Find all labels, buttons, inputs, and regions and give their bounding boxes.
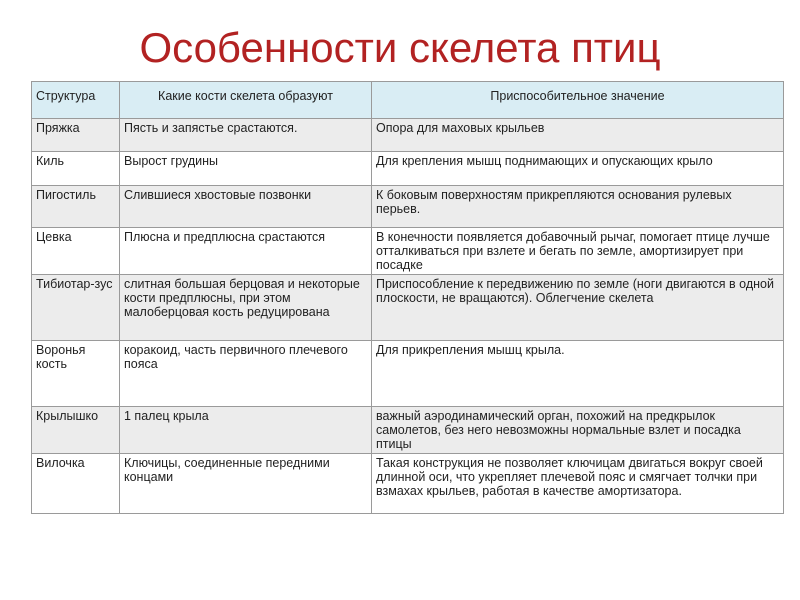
table-row [32,275,784,341]
header-meaning: Приспособительное значение [372,82,784,119]
table-header-row [32,82,784,119]
cell-bones: коракоид, часть первичного плечевого пояса [120,341,372,407]
table-row [32,119,784,152]
cell-meaning: Приспособление к передвижению по земле (ноги двигаются в одной плоскости, не вращаются). Облегчение скелета [372,275,784,341]
table-row [32,186,784,228]
cell-structure: Крылышко [32,407,120,454]
cell-meaning: Опора для маховых крыльев [372,119,784,152]
cell-bones: Вырост грудины [120,152,372,186]
cell-bones: 1 палец крыла [120,407,372,454]
cell-structure: Тибиотар-зус [32,275,120,341]
header-bones: Какие кости скелета образуют [120,82,372,119]
cell-structure: Киль [32,152,120,186]
cell-meaning: Такая конструкция не позволяет ключицам двигаться вокруг своей длинной оси, что укрепляет плечевой пояс и смягчает толчки при взмахах крыльев, работая в качестве амортизатора. [372,454,784,514]
table-row [32,454,784,514]
cell-structure: Пряжка [32,119,120,152]
table-row [32,407,784,454]
cell-meaning: К боковым поверхностям прикрепляются основания рулевых перьев. [372,186,784,228]
slide-title: Особенности скелета птиц [139,24,661,71]
cell-bones: Пясть и запястье срастаются. [120,119,372,152]
cell-structure: Пигостиль [32,186,120,228]
cell-meaning: важный аэродинамический орган, похожий на предкрылок самолетов, без него невозможны нормальные взлет и посадка птицы [372,407,784,454]
table-row [32,228,784,275]
table-row [32,341,784,407]
bird-skeleton-table [31,81,784,514]
cell-bones: Плюсна и предплюсна срастаются [120,228,372,275]
cell-structure: Воронья кость [32,341,120,407]
cell-meaning: Для прикрепления мышц крыла. [372,341,784,407]
cell-bones: Слившиеся хвостовые позвонки [120,186,372,228]
table-row [32,152,784,186]
cell-meaning: В конечности появляется добавочный рычаг, помогает птице лучше отталкиваться при взлете и бегать по земле, амортизирует при посадке [372,228,784,275]
cell-structure: Цевка [32,228,120,275]
cell-meaning: Для крепления мышц поднимающих и опускающих крыло [372,152,784,186]
header-structure: Структура [32,82,120,119]
cell-bones: Ключицы, соединенные передними концами [120,454,372,514]
cell-structure: Вилочка [32,454,120,514]
cell-bones: слитная большая берцовая и некоторые кости предплюсны, при этом малоберцовая кость редуцирована [120,275,372,341]
